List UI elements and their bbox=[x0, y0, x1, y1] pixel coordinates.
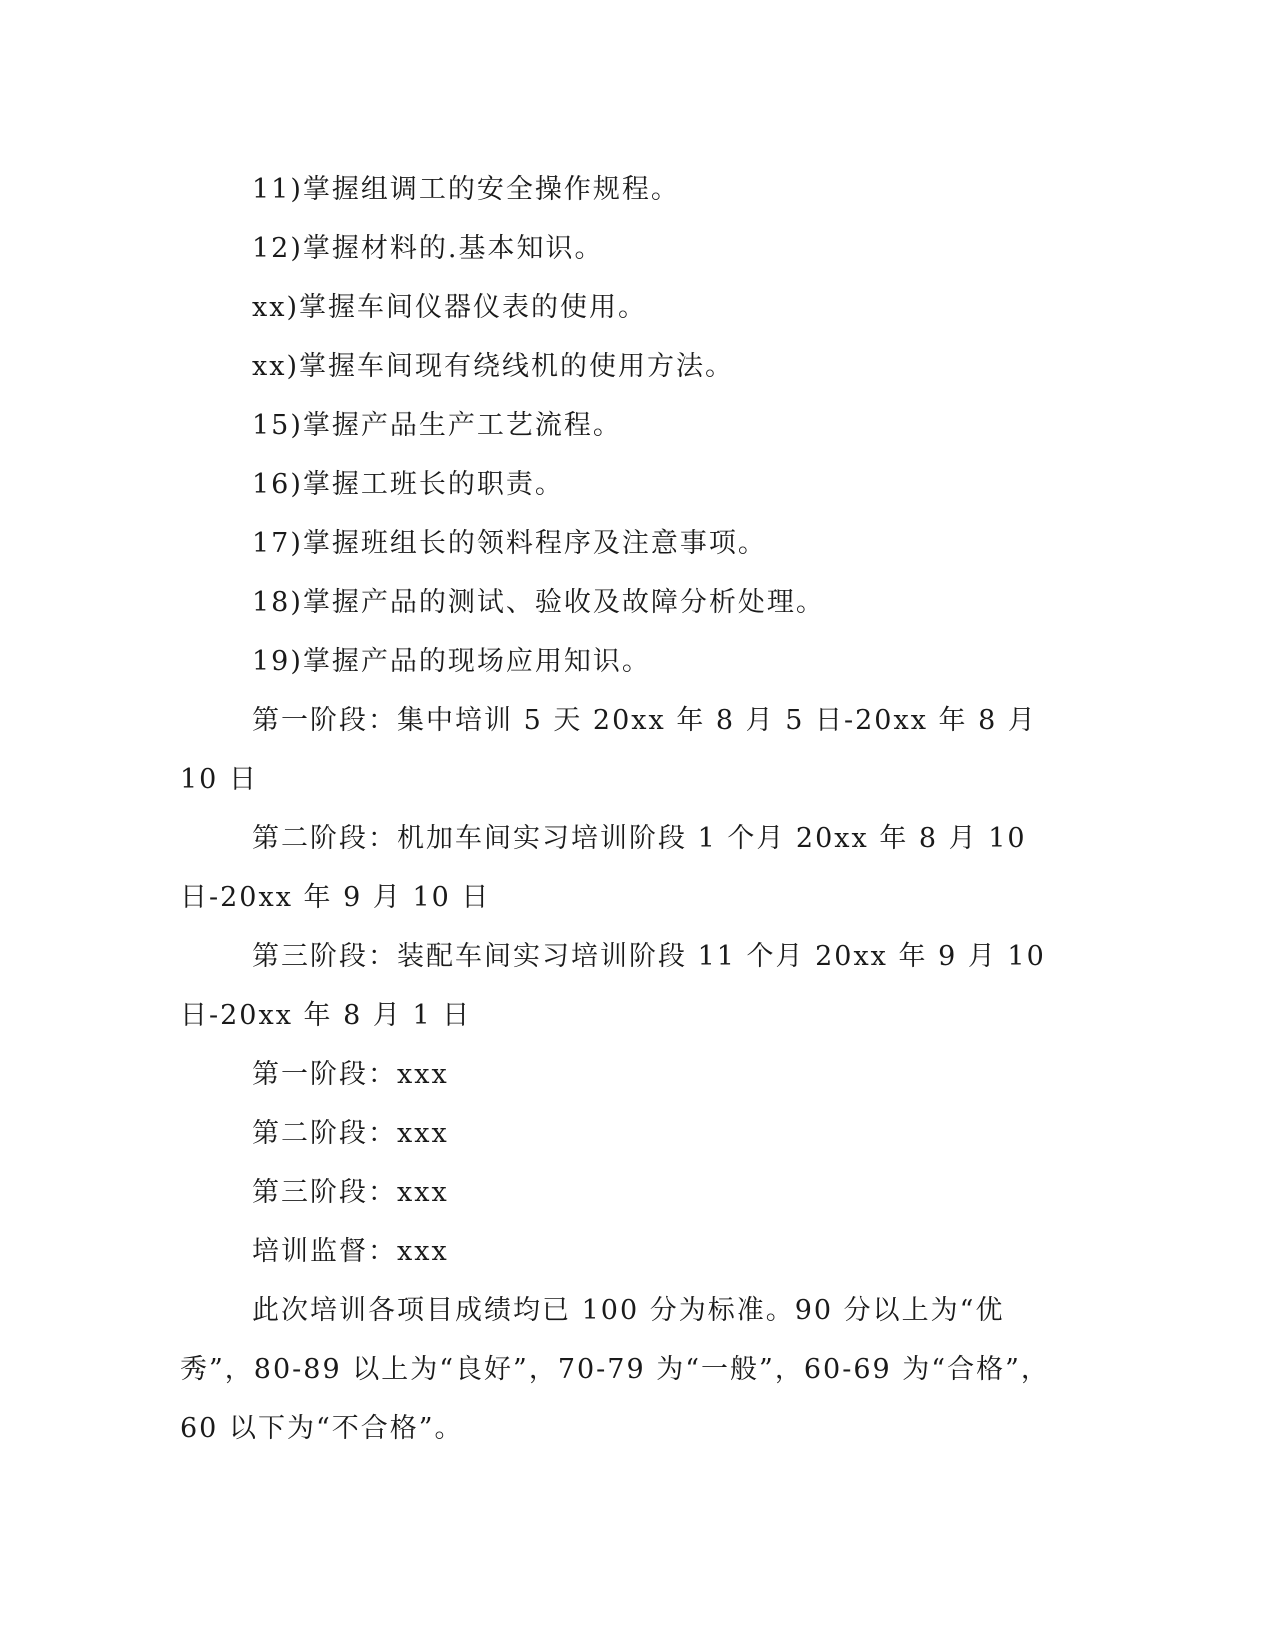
paragraph-item-17: 17)掌握班组长的领料程序及注意事项。 bbox=[252, 528, 767, 559]
paragraph-item-15: 15)掌握产品生产工艺流程。 bbox=[252, 410, 622, 441]
grading-standard: 此次培训各项目成绩均已 100 分为标准。90 分以上为“优秀”，80-89 以上为“良好”，70-79 为“一般”，60-69 为“合格”，60 以下为“不合格”。 bbox=[180, 1295, 1050, 1444]
paragraph-item-14: xx)掌握车间现有绕线机的使用方法。 bbox=[252, 351, 734, 382]
paragraph-item-18: 18)掌握产品的测试、验收及故障分析处理。 bbox=[252, 587, 825, 618]
document-body bbox=[180, 160, 1060, 1458]
content-phase-2: 第二阶段：xxx bbox=[252, 1118, 449, 1149]
paragraph-item-13: xx)掌握车间仪器仪表的使用。 bbox=[252, 292, 647, 323]
content-phase-1: 第一阶段：xxx bbox=[252, 1059, 449, 1090]
paragraph-item-16: 16)掌握工班长的职责。 bbox=[252, 469, 564, 500]
schedule-phase-1: 第一阶段：集中培训 5 天 20xx 年 8 月 5 日-20xx 年 8 月 10 日 bbox=[180, 705, 1037, 795]
schedule-phase-3: 第三阶段：装配车间实习培训阶段 11 个月 20xx 年 9 月 10 日-20xx 年 8 月 1 日 bbox=[180, 941, 1046, 1031]
training-supervision: 培训监督：xxx bbox=[252, 1236, 449, 1267]
schedule-phase-2: 第二阶段：机加车间实习培训阶段 1 个月 20xx 年 8 月 10 日-20xx 年 9 月 10 日 bbox=[180, 823, 1027, 913]
paragraph-item-19: 19)掌握产品的现场应用知识。 bbox=[252, 646, 651, 677]
content-phase-3: 第三阶段：xxx bbox=[252, 1177, 449, 1208]
paragraph-item-11: 11)掌握组调工的安全操作规程。 bbox=[252, 174, 680, 205]
paragraph-item-12: 12)掌握材料的.基本知识。 bbox=[252, 233, 604, 264]
